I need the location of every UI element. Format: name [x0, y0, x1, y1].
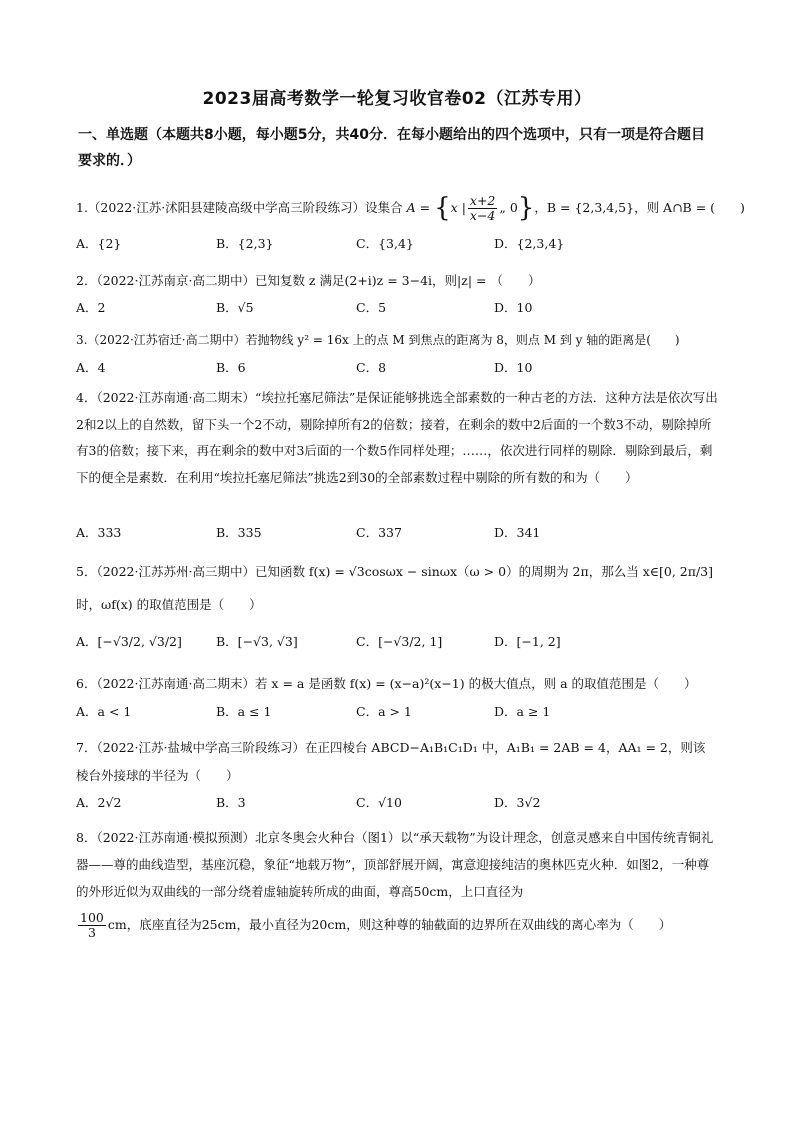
section-heading: 一、单选题（本题共8小题，每小题5分，共40分．在每小题给出的四个选项中，只有一项是符合题目要求的．） [78, 127, 705, 169]
option-c[interactable]: C．337 [356, 525, 402, 540]
question-7-line-1: 7．（2022·江苏·盐城中学高三阶段练习）在正四棱台 ABCD−A₁B₁C₁D₁ 中，A₁B₁ = 2AB = 4，AA₁ = 2，则该 [76, 740, 706, 755]
option-c[interactable]: C．5 [356, 300, 387, 315]
option-c[interactable]: C．√10 [356, 795, 402, 810]
question-7-options [76, 791, 718, 815]
right-brace-icon: } [517, 193, 535, 223]
option-a[interactable]: A．a < 1 [76, 704, 132, 719]
question-6-options [76, 700, 718, 724]
fraction-denominator: x−4 [469, 208, 496, 223]
option-a[interactable]: A．4 [76, 360, 106, 375]
option-d[interactable]: D．3√2 [494, 795, 541, 810]
left-brace-icon: { [434, 193, 451, 223]
question-5-line-2: 时，ωf(x) 的取值范围是（ ） [76, 597, 262, 612]
option-b[interactable]: B．a ≤ 1 [216, 704, 272, 719]
question-1 [76, 193, 745, 223]
option-b[interactable]: B．√5 [216, 300, 254, 315]
option-a[interactable]: A．2√2 [76, 795, 122, 810]
option-a[interactable]: A．333 [76, 525, 122, 540]
fraction-numerator: 100 [80, 910, 104, 925]
question-8-tail [76, 908, 718, 942]
question-8-tail-text: cm，底座直径为25cm，最小直径为20cm，则这种尊的轴截面的边界所在双曲线的离心率为（ ） [107, 917, 672, 932]
option-b[interactable]: B．{2,3} [216, 236, 274, 251]
question-2-options [76, 296, 718, 320]
set-a-tail: „ 0 [499, 200, 518, 215]
option-b[interactable]: B．6 [216, 360, 246, 375]
question-4: 4．（2022·江苏南通·高二期末）“埃拉托塞尼筛法”是保证能够挑选全部素数的一种古老的方法．这种方法是依次写出2和2以上的自然数，留下头一个2不动，剔除掉所有2的倍数；接着，在剩余的数中2后面的一个数3不动，剔除掉所有3的倍数；接下来，再在剩余的数中对3后面的一个数5作同样处理；……，依次进行同样的剔除．剔除到最后，剩下的便全是素数．在利用“埃拉托塞尼筛法”挑选2到30的全部素数过程中剔除的所有数的和为（ ） [76, 390, 718, 485]
question-5-options [76, 630, 718, 654]
page-title: 2023届高考数学一轮复习收官卷02（江苏专用） [202, 89, 592, 109]
fraction-numerator: x+2 [469, 193, 496, 208]
set-a-label: A = [406, 200, 435, 215]
question-8: 8．（2022·江苏南通·模拟预测）北京冬奥会火种台（图1）以“承天载物”为设计理念，创意灵感来自中国传统青铜礼器——尊的曲线造型，基座沉稳，象征“地载万物”，顶部舒展开阔，寓意迎接纯洁的奥林匹克火种．如图2，一种尊的外形近似为双曲线的一部分绕着虚轴旋转所成的曲面，尊高50cm，上口直径为 [76, 830, 714, 899]
question-3-options [76, 356, 718, 380]
question-7-line-2: 棱台外接球的半径为（ ） [76, 768, 239, 783]
question-5-line-1: 5．（2022·江苏苏州·高三期中）已知函数 f(x) = √3cosωx − sinωx（ω > 0）的周期为 2π，那么当 x∈[0, 2π/3] [76, 564, 713, 579]
option-c[interactable]: C．{3,4} [356, 236, 414, 251]
option-c[interactable]: C．a > 1 [356, 704, 412, 719]
set-b: ，B = {2,3,4,5}，则 A∩B = ( ) [534, 200, 745, 215]
set-a-var: x | [450, 200, 466, 215]
fraction [78, 911, 106, 940]
option-d[interactable]: D．341 [494, 525, 541, 540]
option-c[interactable]: C．[−√3/2, 1] [356, 634, 443, 649]
option-d[interactable]: D．a ≥ 1 [494, 704, 551, 719]
option-d[interactable]: D．10 [494, 300, 533, 315]
option-b[interactable]: B．3 [216, 795, 246, 810]
question-2: 2．（2022·江苏南京·高二期中）已知复数 z 满足(2+i)z = 3−4i，则|z| = （ ） [76, 273, 541, 288]
question-4-options [76, 521, 718, 545]
option-d[interactable]: D．{2,3,4} [494, 236, 565, 251]
option-a[interactable]: A．2 [76, 300, 106, 315]
option-d[interactable]: D．10 [494, 360, 533, 375]
question-1-options [76, 232, 718, 256]
option-a[interactable]: A．[−√3/2, √3/2] [76, 634, 182, 649]
option-c[interactable]: C．8 [356, 360, 387, 375]
fraction [468, 194, 497, 223]
question-6: 6．（2022·江苏南通·高二期末）若 x = a 是函数 f(x) = (x−a)²(x−1) 的极大值点，则 a 的取值范围是（ ） [76, 676, 697, 691]
option-b[interactable]: B．[−√3, √3] [216, 634, 298, 649]
option-b[interactable]: B．335 [216, 525, 262, 540]
question-3: 3.（2022·江苏宿迁·高二期中）若抛物线 y² = 16x 上的点 M 到焦点的距离为 8，则点 M 到 y 轴的距离是( ) [76, 333, 680, 347]
question-1-prefix: 1.（2022·江苏·沭阳县建陵高级中学高三阶段练习）设集合 [76, 200, 403, 215]
option-a[interactable]: A．{2} [76, 236, 122, 251]
option-d[interactable]: D．[−1, 2] [494, 634, 561, 649]
fraction-denominator: 3 [87, 925, 96, 940]
